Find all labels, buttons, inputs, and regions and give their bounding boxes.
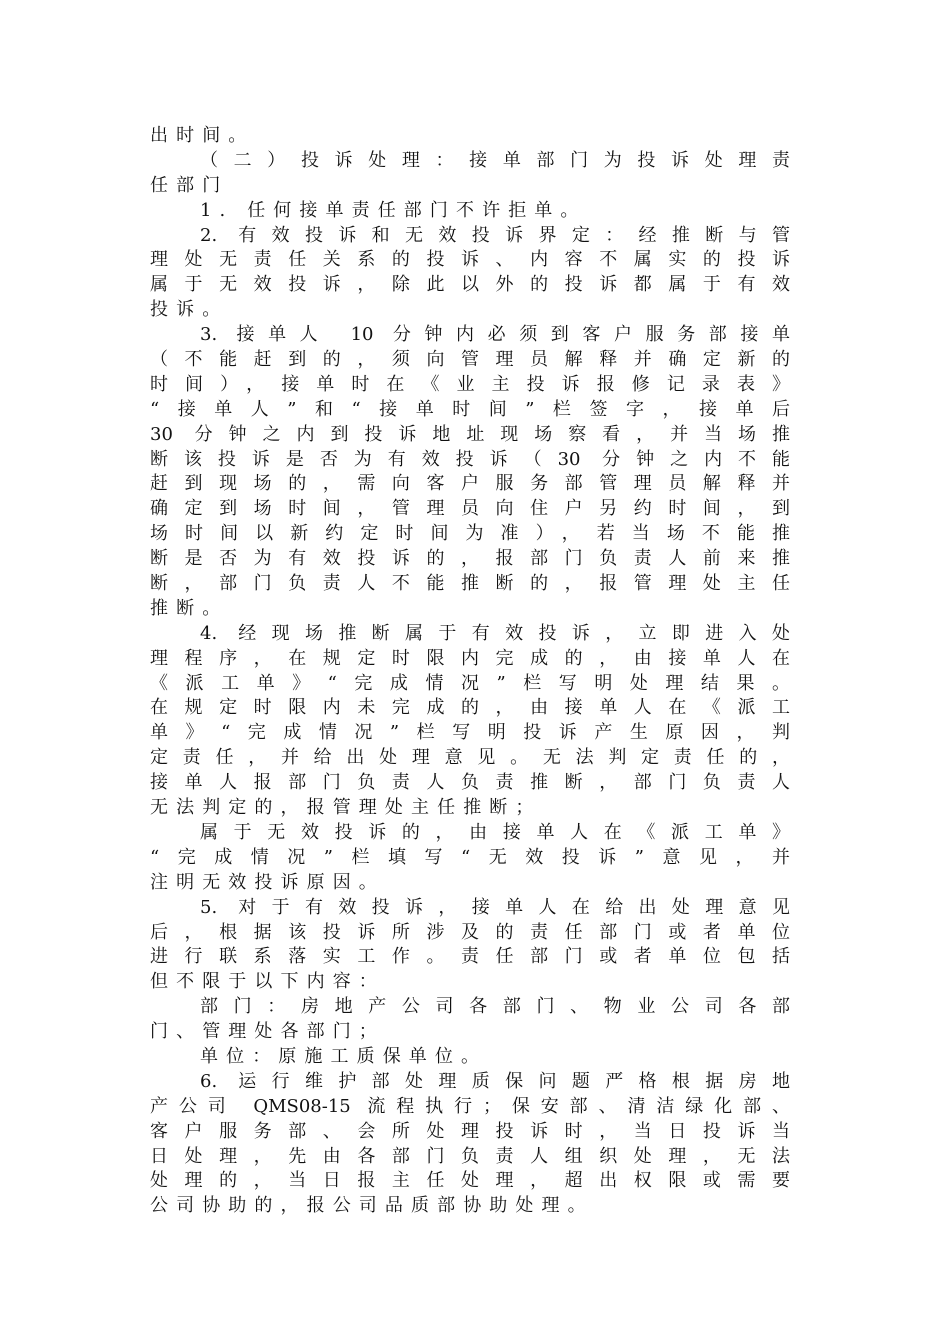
text-line: 属于无效投诉，除此以外的投诉都属于有效 — [150, 274, 790, 296]
text-line: 但不限于以下内容： — [150, 971, 385, 993]
text-line: 6. 运行维护部处理质保问题严格根据房地 — [200, 1070, 790, 1092]
text-line: 单位：原施工质保单位。 — [200, 1045, 488, 1067]
text-line: （二）投诉处理：接单部门为投诉处理责 — [200, 149, 790, 171]
text-line: 4. 经现场推断属于有效投诉，立即进入处 — [200, 622, 790, 644]
text-line: 断是否为有效投诉的，报部门负责人前来推 — [150, 548, 790, 570]
text-line: 无法判定的，报管理处主任推断； — [150, 797, 542, 819]
text-line: “接单人”和“接单时间”栏签字，接单后 — [150, 398, 790, 420]
text-line: 在规定时限内未完成的，由接单人在《派工 — [150, 697, 790, 719]
text-line: 日处理，先由各部门负责人组织处理，无法 — [150, 1145, 790, 1167]
text-line: 30 分钟之内到投诉地址现场察看，并当场推 — [150, 423, 790, 445]
text-line: 推断。 — [150, 597, 229, 619]
text-line: 门、管理处各部门； — [150, 1021, 385, 1043]
text-line: 出时间。 — [150, 125, 255, 146]
text-line: 5. 对于有效投诉，接单人在给出处理意见 — [200, 896, 790, 918]
text-line: 断，部门负责人不能推断的，报管理处主任 — [150, 573, 790, 595]
text-line: 处理的，当日报主任处理，超出权限或需要 — [150, 1170, 790, 1192]
text-line: 时间），接单时在《业主投诉报修记录表》 — [150, 373, 790, 395]
text-line: （不能赶到的，须向管理员解释并确定新的 — [150, 349, 790, 371]
text-line: 进行联系落实工作。责任部门或者单位包括 — [150, 946, 790, 968]
text-line: 注明无效投诉原因。 — [150, 871, 385, 893]
text-line: 赶到现场的，需向客户服务部管理员解释并 — [150, 473, 790, 495]
text-line: 1. 任何接单责任部门不许拒单。 — [200, 199, 587, 221]
text-line: 断该投诉是否为有效投诉（30 分钟之内不能 — [150, 448, 790, 470]
text-line: 单》“完成情况”栏写明投诉产生原因，判 — [150, 722, 790, 744]
document-body — [150, 124, 790, 1219]
text-line: 任部门 — [150, 174, 229, 196]
text-line: 投诉。 — [150, 299, 229, 321]
text-line: 《派工单》“完成情况”栏写明处理结果。 — [150, 672, 790, 694]
text-line: 2. 有效投诉和无效投诉界定：经推断与管 — [200, 224, 790, 246]
text-line: 场时间以新约定时间为准），若当场不能推 — [150, 523, 790, 545]
text-line: 部门：房地产公司各部门、物业公司各部 — [200, 996, 790, 1018]
text-line: 产公司 QMS08-15 流程执行；保安部、清洁绿化部、 — [150, 1095, 790, 1117]
text-line: 理程序，在规定时限内完成的，由接单人在 — [150, 647, 790, 669]
text-line: 确定到场时间，管理员向住户另约时间，到 — [150, 498, 790, 520]
text-line: “完成情况”栏填写“无效投诉”意见，并 — [150, 846, 790, 868]
text-line: 公司协助的，报公司品质部协助处理。 — [150, 1195, 594, 1217]
text-line: 3. 接单人 10 分钟内必须到客户服务部接单 — [200, 324, 790, 346]
text-line: 后，根据该投诉所涉及的责任部门或者单位 — [150, 921, 790, 943]
text-line: 定责任，并给出处理意见。无法判定责任的， — [150, 747, 790, 769]
text-line: 接单人报部门负责人负责推断，部门负责人 — [150, 772, 790, 794]
text-line: 客户服务部、会所处理投诉时，当日投诉当 — [150, 1120, 790, 1142]
text-line: 属于无效投诉的，由接单人在《派工单》 — [200, 821, 790, 843]
text-line: 理处无责任关系的投诉、内容不属实的投诉 — [150, 249, 790, 271]
